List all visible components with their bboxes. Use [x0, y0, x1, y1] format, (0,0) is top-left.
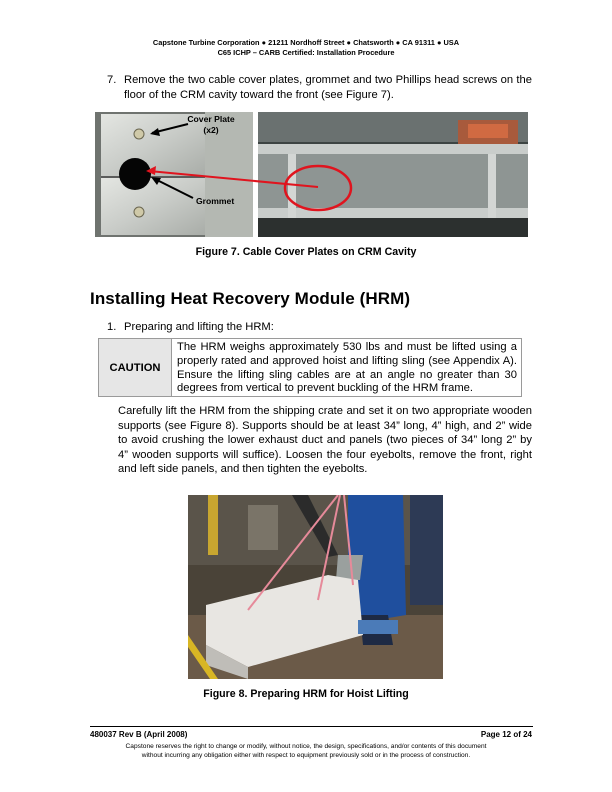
footer-notice-line-1: Capstone reserves the right to change or modify, without notice, the design, specifications, and/or contents of this document — [125, 743, 487, 750]
caution-label: CAUTION — [99, 339, 172, 396]
cover-plate-arrow-head — [150, 128, 160, 136]
header-doc-title: C65 ICHP – CARB Certified: Installation Procedure — [217, 48, 395, 57]
figure-8-photo — [188, 495, 443, 679]
grommet-arrow-shaft — [155, 179, 193, 198]
hrm-hoist-photo — [188, 495, 443, 679]
figure-7-caption: Figure 7. Cable Cover Plates on CRM Cavity — [195, 246, 417, 258]
header-company-line: Capstone Turbine Corporation ● 21211 Nordhoff Street ● Chatsworth ● CA 91311 ● USA — [152, 38, 460, 47]
footer-rule — [90, 726, 533, 727]
red-arrow-head — [146, 166, 156, 175]
cover-plate-label — [176, 114, 246, 136]
step-1-text: Preparing and lifting the HRM: — [124, 321, 274, 333]
step-7-number: 7. — [107, 74, 117, 86]
cover-plate-label-text: Cover Plate — [187, 114, 235, 124]
hrm-lifting-paragraph: Carefully lift the HRM from the shipping crate and set it on two appropriate wooden supports (see Figure 8). Supports should be at least 34” long, 4” high, and 2” wide to avoid crushing the lower exhaust duct and panels (two pieces of 34” long 2” by 4” wooden supports will suffice). Loosen the four eyebolts, remove the front, right and left side panels, and then tighten the eyebolts. — [118, 405, 532, 476]
grommet-label: Grommet — [196, 196, 235, 206]
section-heading: Installing Heat Recovery Module (HRM) — [90, 289, 411, 308]
footer-doc-id: 480037 Rev B (April 2008) — [90, 730, 188, 739]
footer-notice-line-2: without incurring any obligation either with respect to equipment previously sold or in the process of construction. — [141, 752, 471, 759]
figure-8-caption: Figure 8. Preparing HRM for Hoist Lifting — [203, 688, 409, 700]
footer-page-number: Page 12 of 24 — [480, 730, 532, 739]
caution-box — [98, 338, 522, 397]
step-7-text: Remove the two cable cover plates, grommet and two Phillips head screws on the floor of the CRM cavity toward the front (see Figure 7). — [124, 74, 532, 101]
cover-plate-count: (x2) — [203, 125, 219, 135]
red-arrow-shaft — [149, 171, 318, 187]
step-1-number: 1. — [107, 321, 117, 333]
caution-text: The HRM weighs approximately 530 lbs and must be lifted using a properly rated and approved hoist and lifting sling (see Appendix A). Ensure the lifting sling cables are at an angle no greater than 30 degrees from vertical to prevent buckling of the HRM frame. — [177, 341, 517, 395]
